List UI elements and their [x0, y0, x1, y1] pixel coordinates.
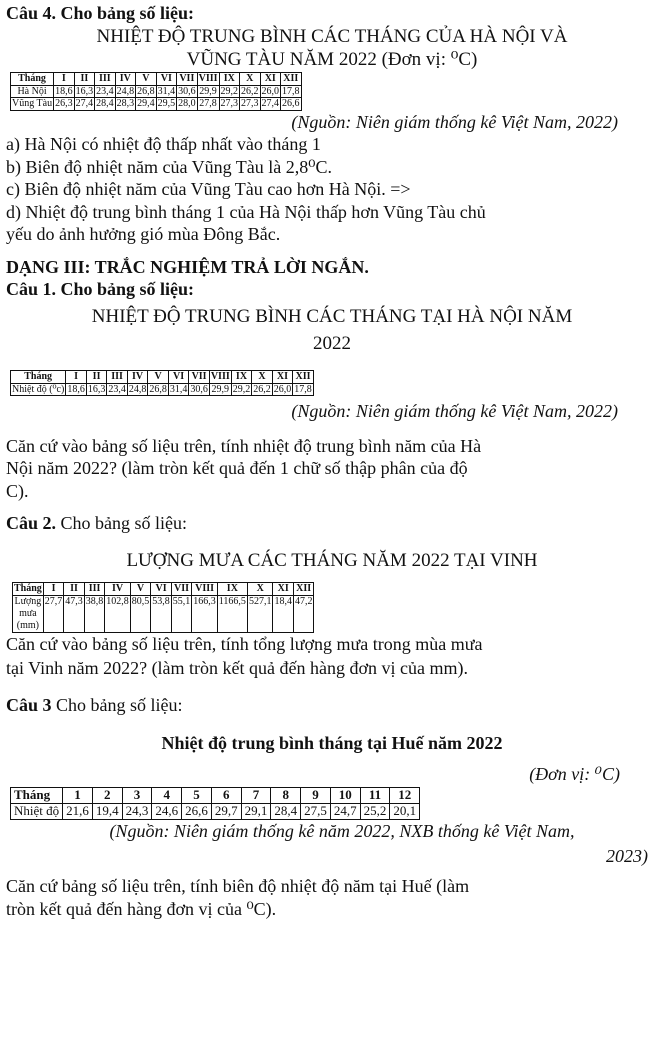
- table-cell: 18,6: [67, 383, 85, 395]
- table-header-cell: VI: [156, 73, 177, 86]
- c3-text-line2: tròn kết quả đến hàng đơn vị của ⁰C).: [6, 898, 277, 919]
- table-cell: 29,5: [157, 98, 176, 109]
- table-cell: 26,2: [253, 383, 271, 395]
- table-header-cell: IV: [127, 371, 148, 384]
- c2-table-header-row: [13, 583, 314, 596]
- q4-statement-d-line2: yếu do ảnh hưởng gió mùa Đông Bắc.: [6, 224, 281, 244]
- table-row: [11, 383, 314, 396]
- c3-heading: [6, 694, 658, 717]
- table-cell: 55,1: [171, 595, 192, 632]
- table-header-cell: VI: [151, 583, 172, 596]
- c1-heading: Câu 1. Cho bảng số liệu:: [6, 279, 195, 299]
- spacer: [6, 572, 658, 582]
- table-cell: 53,8: [151, 595, 172, 632]
- table-header-cell: VI: [168, 371, 189, 384]
- table-cell: 20,1: [390, 804, 420, 820]
- table-header-cell: V: [136, 73, 157, 86]
- table-header-cell: Tháng: [14, 583, 42, 595]
- table-header-cell: II: [64, 583, 85, 596]
- c2-heading-label: Câu 2.: [6, 513, 57, 533]
- table-cell: 28,4: [271, 804, 301, 820]
- c2-heading-text: Cho bảng số liệu:: [56, 513, 188, 533]
- table-cell: 29,2: [232, 383, 251, 395]
- q4-temperature-table: [10, 72, 302, 111]
- table-cell: 26,6: [182, 804, 212, 820]
- q4-statement-b: b) Biên độ nhiệt năm của Vũng Tàu là 2,8⁰C.: [6, 156, 332, 177]
- table-cell: 23,4: [108, 383, 126, 395]
- table-cell: 19,4: [92, 804, 122, 820]
- table-header-cell: VII: [171, 583, 192, 596]
- q4-table-header-row: [11, 73, 302, 86]
- c1-text-line2: Nội năm 2022? (làm tròn kết quả đến 1 chữ số thập phân của độ: [6, 458, 468, 478]
- table-cell: 26,8: [137, 85, 155, 97]
- c1-source: (Nguồn: Niên giám thống kê Việt Nam, 2022): [291, 401, 618, 421]
- table-header-cell: 2: [92, 788, 122, 804]
- table-header-cell: XI: [272, 371, 293, 384]
- table-cell: 27,4: [75, 98, 94, 109]
- table-header-cell: VIII: [192, 583, 218, 596]
- table-cell: 29,7: [211, 804, 241, 820]
- table-cell: Hà Nội: [11, 85, 54, 98]
- table-cell: 26,2: [241, 85, 259, 97]
- c3-table-title: Nhiệt độ trung bình tháng tại Huế năm 2022: [161, 733, 503, 754]
- table-header-cell: I: [66, 371, 87, 384]
- spacer: [6, 356, 658, 370]
- q4-table-title-line2: VŨNG TÀU NĂM 2022 (Đơn vị: ⁰C): [186, 49, 478, 71]
- table-header-cell: VIII: [210, 371, 230, 382]
- table-cell: 26,3: [55, 98, 73, 109]
- table-header-cell: XI: [273, 583, 294, 596]
- c2-heading: [6, 512, 658, 535]
- c3-text-line1: Căn cứ bảng số liệu trên, tính biên độ nhiệt độ năm tại Huế (làm: [6, 876, 470, 897]
- table-cell: 17,8: [282, 85, 300, 97]
- table-cell: 24,7: [330, 804, 360, 820]
- table-row: [11, 98, 302, 111]
- table-cell: Vũng Tàu: [12, 98, 53, 109]
- c2-text-line2: tại Vinh năm 2022? (làm tròn kết quả đến hàng đơn vị của mm).: [6, 658, 468, 679]
- table-cell: 1166,5: [217, 595, 247, 632]
- table-cell: 31,4: [157, 85, 176, 97]
- table-cell: 28,4: [96, 98, 114, 109]
- table-cell: 47,3: [64, 595, 85, 632]
- table-header-cell: I: [54, 73, 75, 86]
- table-cell: 24,3: [122, 804, 152, 820]
- c3-source-line1: (Nguồn: Niên giám thống kê năm 2022, NXB thống kê Việt Nam,: [109, 821, 575, 842]
- table-header-cell: IX: [219, 73, 240, 86]
- table-header-cell: Tháng: [11, 73, 54, 86]
- table-cell: 29,9: [197, 85, 219, 98]
- table-header-cell: IV: [105, 583, 131, 596]
- table-header-cell: Tháng: [11, 788, 63, 804]
- table-header-cell: 1: [63, 788, 93, 804]
- table-header-cell: 4: [152, 788, 182, 804]
- c1-temperature-table: [10, 370, 314, 396]
- table-cell: 29,1: [241, 804, 271, 820]
- table-cell: 27,8: [197, 98, 219, 111]
- table-cell: 29,2: [220, 85, 238, 97]
- table-header-cell: VII: [189, 371, 210, 384]
- table-cell: 80,5: [130, 595, 151, 632]
- table-header-cell: IV: [115, 73, 136, 86]
- row-label-line: (mm): [16, 619, 39, 631]
- c3-table-header-row: [11, 788, 420, 804]
- table-header-cell: XII: [293, 583, 314, 596]
- table-cell: 29,9: [209, 383, 231, 396]
- table-header-cell: 8: [271, 788, 301, 804]
- table-header-cell: 10: [330, 788, 360, 804]
- table-cell: 27,3: [220, 98, 238, 109]
- table-row: [11, 804, 420, 820]
- table-cell: 27,7: [43, 595, 64, 632]
- table-cell: 26,0: [261, 85, 279, 97]
- table-header-cell: 9: [301, 788, 331, 804]
- q4-source: (Nguồn: Niên giám thống kê Việt Nam, 2022): [291, 111, 618, 132]
- table-cell: 23,4: [96, 85, 114, 97]
- table-header-cell: II: [86, 371, 107, 384]
- table-header-cell: III: [84, 583, 105, 596]
- table-cell: 17,8: [294, 383, 312, 395]
- c3-unit: (Đơn vị: ⁰C): [529, 763, 620, 784]
- table-row: [13, 595, 314, 632]
- table-cell: 24,8: [116, 85, 135, 97]
- table-header-cell: 12: [390, 788, 420, 804]
- c3-heading-text: Cho bảng số liệu:: [51, 694, 183, 715]
- table-cell: 27,3: [241, 98, 259, 109]
- table-cell: 47,2: [293, 595, 314, 632]
- table-header-cell: III: [95, 73, 116, 86]
- table-header-cell: XII: [281, 73, 302, 86]
- table-cell: 16,3: [87, 383, 106, 395]
- c1-text-line1: Căn cứ vào bảng số liệu trên, tính nhiệt độ trung bình năm của Hà: [6, 435, 482, 456]
- table-cell: Nhiệt độ (⁰c): [12, 383, 65, 395]
- c3-heading-label: Câu 3: [6, 694, 52, 715]
- table-header-cell: VIII: [198, 73, 218, 84]
- c1-text-line3: C).: [6, 480, 29, 501]
- table-cell: [13, 595, 44, 632]
- c2-rainfall-table: [12, 582, 314, 633]
- table-header-cell: 6: [211, 788, 241, 804]
- q4-statement-c: c) Biên độ nhiệt năm của Vũng Tàu cao hơn Hà Nội. =>: [6, 179, 411, 199]
- table-cell: 26,8: [149, 383, 167, 395]
- c1-table-header-row: [11, 371, 314, 384]
- table-cell: 102,8: [105, 595, 131, 632]
- section-heading: DẠNG III: TRẮC NGHIỆM TRẢ LỜI NGẮN.: [6, 256, 369, 277]
- table-header-cell: XI: [260, 73, 281, 86]
- table-header-cell: I: [43, 583, 64, 596]
- table-cell: 28,0: [178, 98, 196, 109]
- table-header-cell: V: [148, 371, 169, 384]
- row-label-line: Lượng: [14, 595, 42, 607]
- table-cell: 30,6: [178, 85, 196, 97]
- c1-table-title-line1: NHIỆT ĐỘ TRUNG BÌNH CÁC THÁNG TẠI HÀ NỘI NĂM: [91, 305, 573, 327]
- spacer: [6, 423, 658, 429]
- table-row: [11, 85, 302, 98]
- table-header-cell: XII: [293, 371, 314, 384]
- row-label-line: mưa: [19, 607, 37, 619]
- table-cell: 25,2: [360, 804, 390, 820]
- table-header-cell: 3: [122, 788, 152, 804]
- q4-table-title-line1: NHIỆT ĐỘ TRUNG BÌNH CÁC THÁNG CỦA HÀ NỘI VÀ: [96, 25, 568, 47]
- table-cell: 29,4: [137, 98, 155, 109]
- table-cell: 24,6: [152, 804, 182, 820]
- table-cell: 16,3: [75, 85, 94, 97]
- table-cell: 31,4: [169, 383, 188, 395]
- table-cell: 28,3: [116, 98, 135, 109]
- table-cell: 27,4: [261, 98, 279, 109]
- table-cell: 38,8: [84, 595, 105, 632]
- table-header-cell: 5: [182, 788, 212, 804]
- table-header-cell: IX: [231, 371, 252, 384]
- table-cell: 21,6: [63, 804, 93, 820]
- c2-text-line1: Căn cứ vào bảng số liệu trên, tính tổng lượng mưa trong mùa mưa: [6, 633, 483, 654]
- table-header-cell: X: [252, 371, 273, 384]
- c3-source-line2: 2023): [606, 845, 648, 866]
- table-header-cell: Tháng: [11, 371, 66, 384]
- table-cell: Nhiệt độ: [11, 804, 63, 820]
- table-header-cell: V: [130, 583, 151, 596]
- table-cell: 27,5: [301, 804, 331, 820]
- q4-statement-d-line1: d) Nhiệt độ trung bình tháng 1 của Hà Nội thấp hơn Vũng Tàu chủ: [6, 201, 486, 222]
- table-cell: 166,3: [192, 595, 218, 632]
- table-cell: 24,8: [128, 383, 147, 395]
- c2-table-title: LƯỢNG MƯA CÁC THÁNG NĂM 2022 TẠI VINH: [126, 549, 538, 571]
- table-header-cell: II: [74, 73, 95, 86]
- table-header-cell: 11: [360, 788, 390, 804]
- table-cell: 527,1: [247, 595, 273, 632]
- c1-table-title-line2: 2022: [313, 333, 351, 355]
- table-header-cell: X: [247, 583, 273, 596]
- table-header-cell: X: [240, 73, 261, 86]
- table-cell: 18,4: [273, 595, 294, 632]
- table-cell: 26,0: [273, 383, 292, 395]
- table-header-cell: IX: [217, 583, 247, 596]
- table-header-cell: III: [107, 371, 128, 384]
- q4-statement-a: a) Hà Nội có nhiệt độ thấp nhất vào tháng 1: [6, 134, 321, 154]
- table-cell: 18,6: [55, 85, 73, 97]
- c3-temperature-table: [10, 787, 420, 820]
- table-header-cell: VII: [177, 73, 198, 86]
- q4-heading: Câu 4. Cho bảng số liệu:: [6, 3, 195, 23]
- table-header-cell: 7: [241, 788, 271, 804]
- table-cell: 26,6: [282, 98, 300, 109]
- table-cell: 30,6: [190, 383, 208, 395]
